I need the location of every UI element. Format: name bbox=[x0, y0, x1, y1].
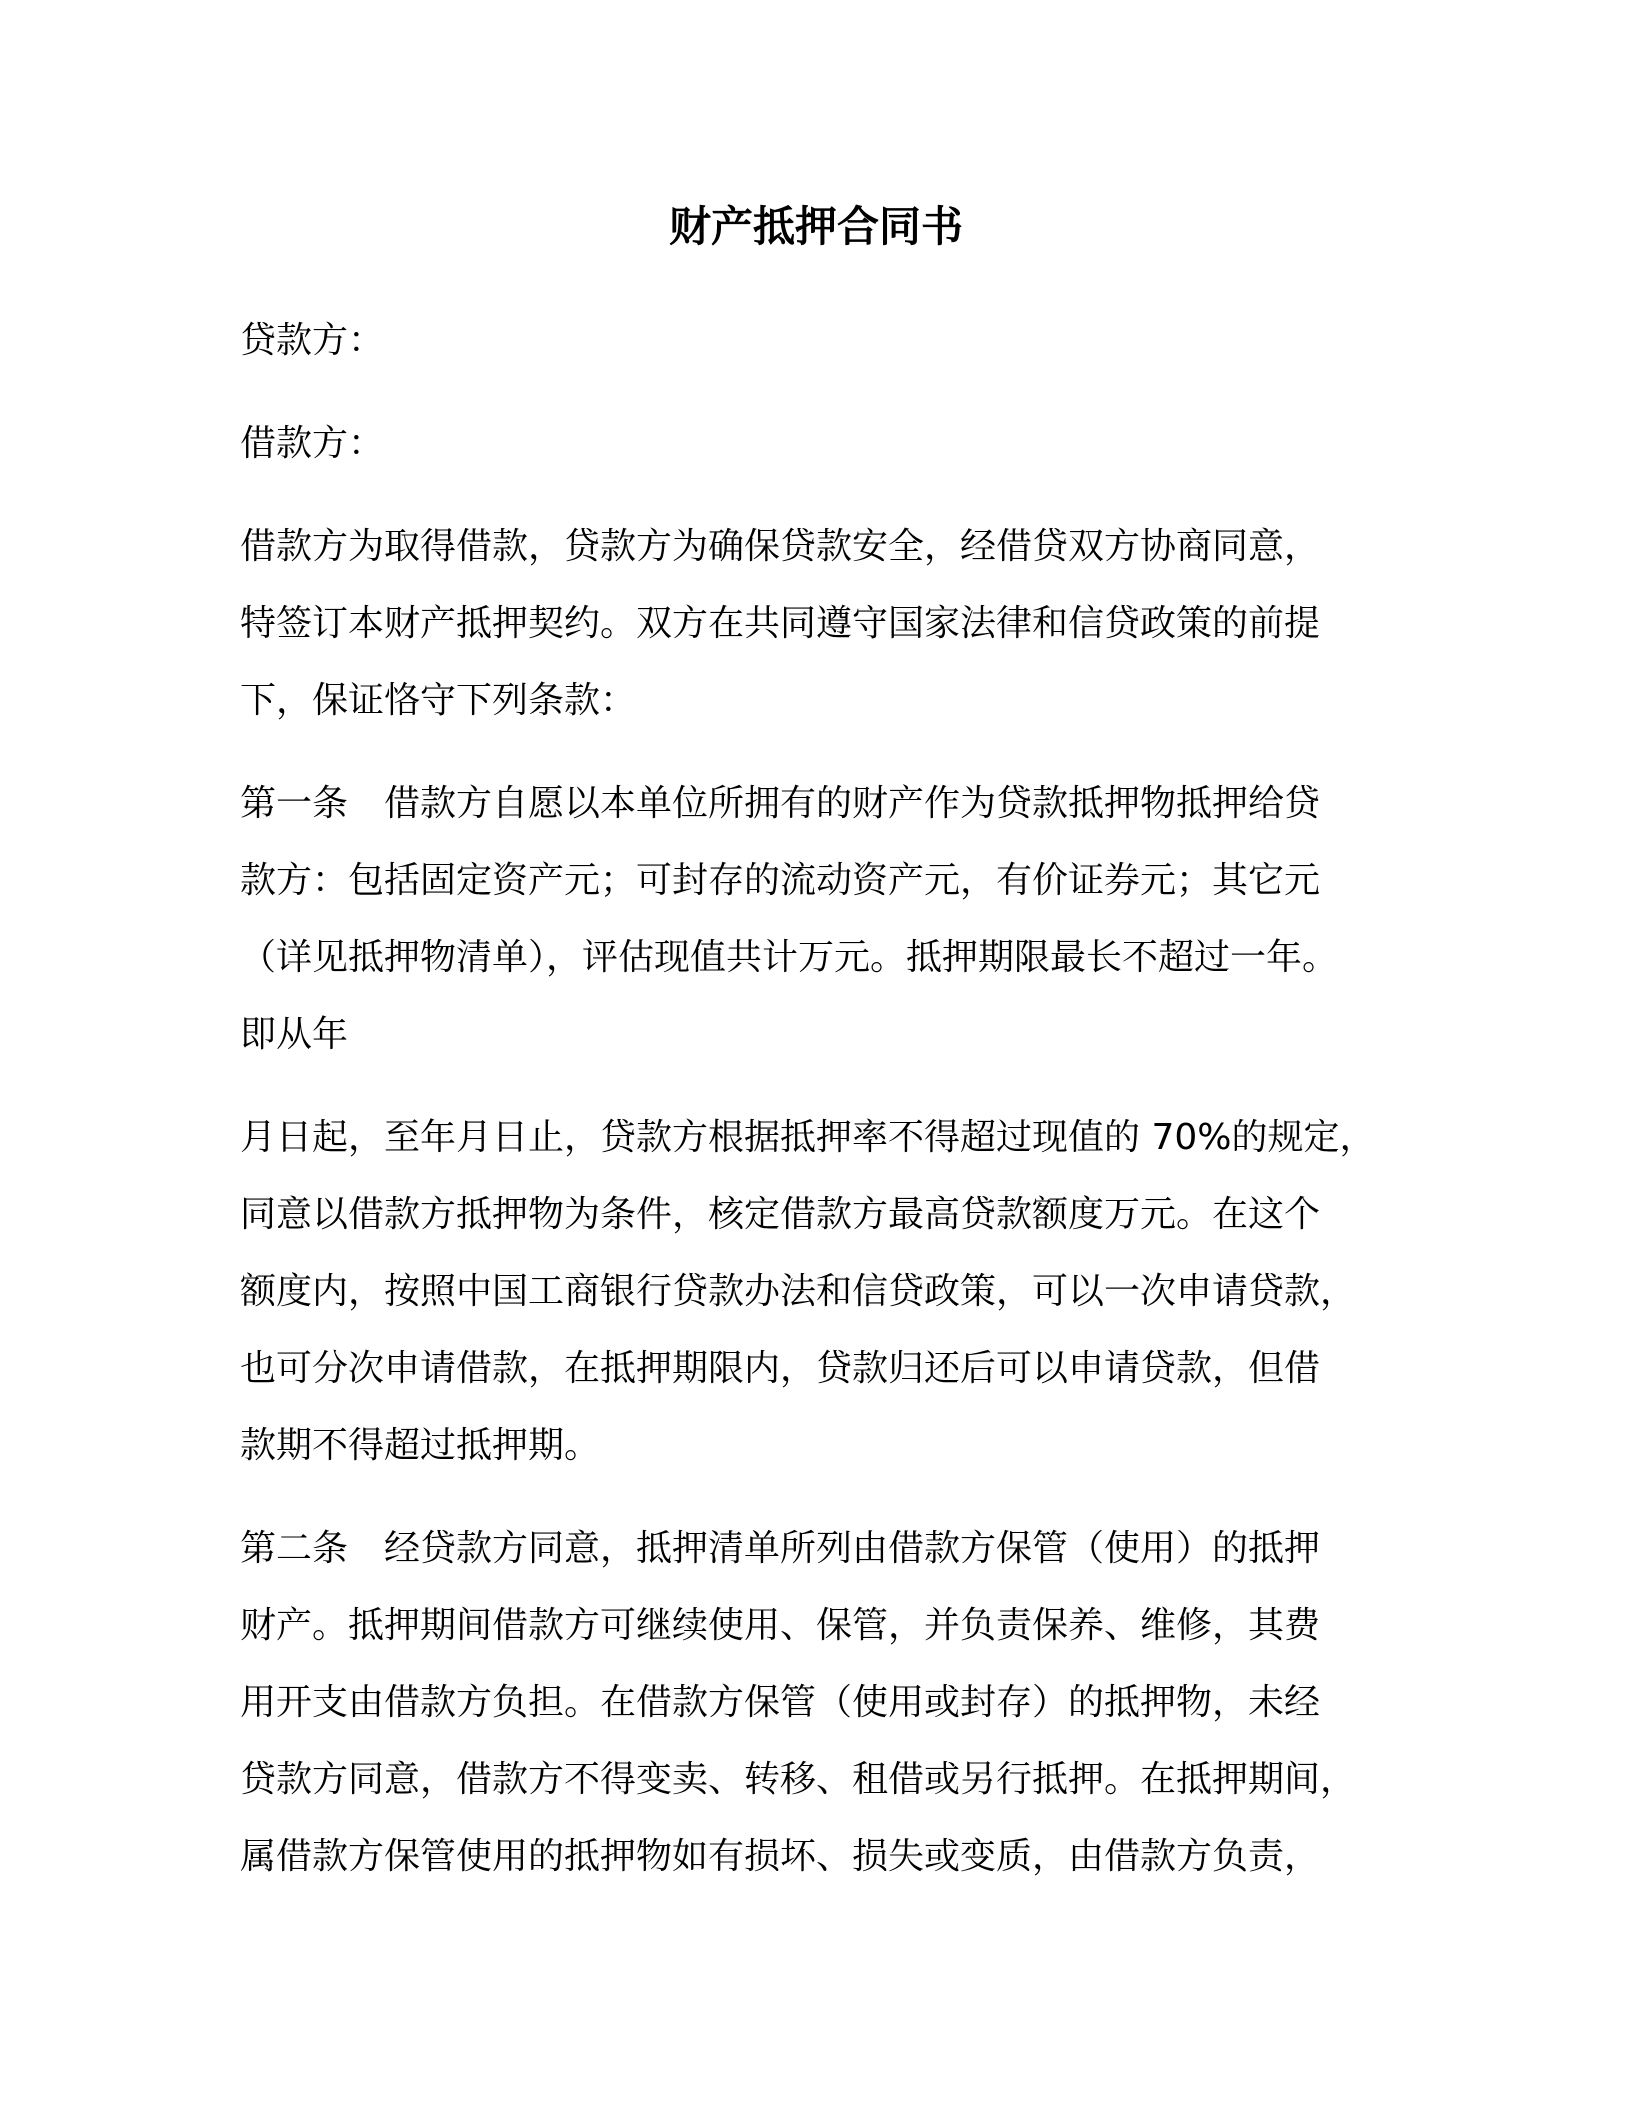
article-1-continued-paragraph bbox=[240, 1099, 1490, 1484]
text-line: 借款方： bbox=[240, 423, 385, 464]
text-line: 下，保证恪守下列条款： bbox=[240, 680, 637, 721]
text-line: 同意以借款方抵押物为条件，核定借款方最高贷款额度万元。在这个 bbox=[240, 1194, 1321, 1235]
text-line: 特签订本财产抵押契约。双方在共同遵守国家法律和信贷政策的前提 bbox=[240, 603, 1321, 644]
text-line: 款期不得超过抵押期。 bbox=[240, 1425, 601, 1466]
text-line: 额度内，按照中国工商银行贷款办法和信贷政策，可以一次申请贷款， bbox=[240, 1271, 1357, 1312]
text-line: 款方：包括固定资产元；可封存的流动资产元，有价证券元；其它元 bbox=[240, 860, 1321, 901]
document-title: 财产抵押合同书 bbox=[668, 202, 963, 251]
text-line: 贷款方同意，借款方不得变卖、转移、租借或另行抵押。在抵押期间， bbox=[240, 1759, 1357, 1800]
text-line: 贷款方： bbox=[240, 320, 385, 361]
text-line: 借款方为取得借款，贷款方为确保贷款安全，经借贷双方协商同意， bbox=[240, 526, 1321, 567]
document-body bbox=[240, 302, 1490, 1921]
text-line: （详见抵押物清单），评估现值共计万元。抵押期限最长不超过一年。 bbox=[240, 937, 1339, 978]
text-line: 月日起，至年月日止，贷款方根据抵押率不得超过现值的 70%的规定， bbox=[240, 1117, 1376, 1158]
text-line: 属借款方保管使用的抵押物如有损坏、损失或变质，由借款方负责， bbox=[240, 1836, 1321, 1877]
article-1-paragraph bbox=[240, 765, 1490, 1073]
article-2-paragraph bbox=[240, 1510, 1490, 1895]
text-line: 财产。抵押期间借款方可继续使用、保管，并负责保养、维修，其费 bbox=[240, 1605, 1321, 1646]
text-line: 即从年 bbox=[240, 1014, 349, 1055]
lender-line bbox=[240, 302, 1490, 379]
text-line: 第二条 经贷款方同意，抵押清单所列由借款方保管（使用）的抵押 bbox=[240, 1528, 1321, 1569]
text-line: 第一条 借款方自愿以本单位所拥有的财产作为贷款抵押物抵押给贷 bbox=[240, 783, 1321, 824]
preamble-paragraph bbox=[240, 508, 1490, 739]
text-line: 用开支由借款方负担。在借款方保管（使用或封存）的抵押物，未经 bbox=[240, 1682, 1321, 1723]
borrower-line bbox=[240, 405, 1490, 482]
text-line: 也可分次申请借款，在抵押期限内，贷款归还后可以申请贷款，但借 bbox=[240, 1348, 1321, 1389]
